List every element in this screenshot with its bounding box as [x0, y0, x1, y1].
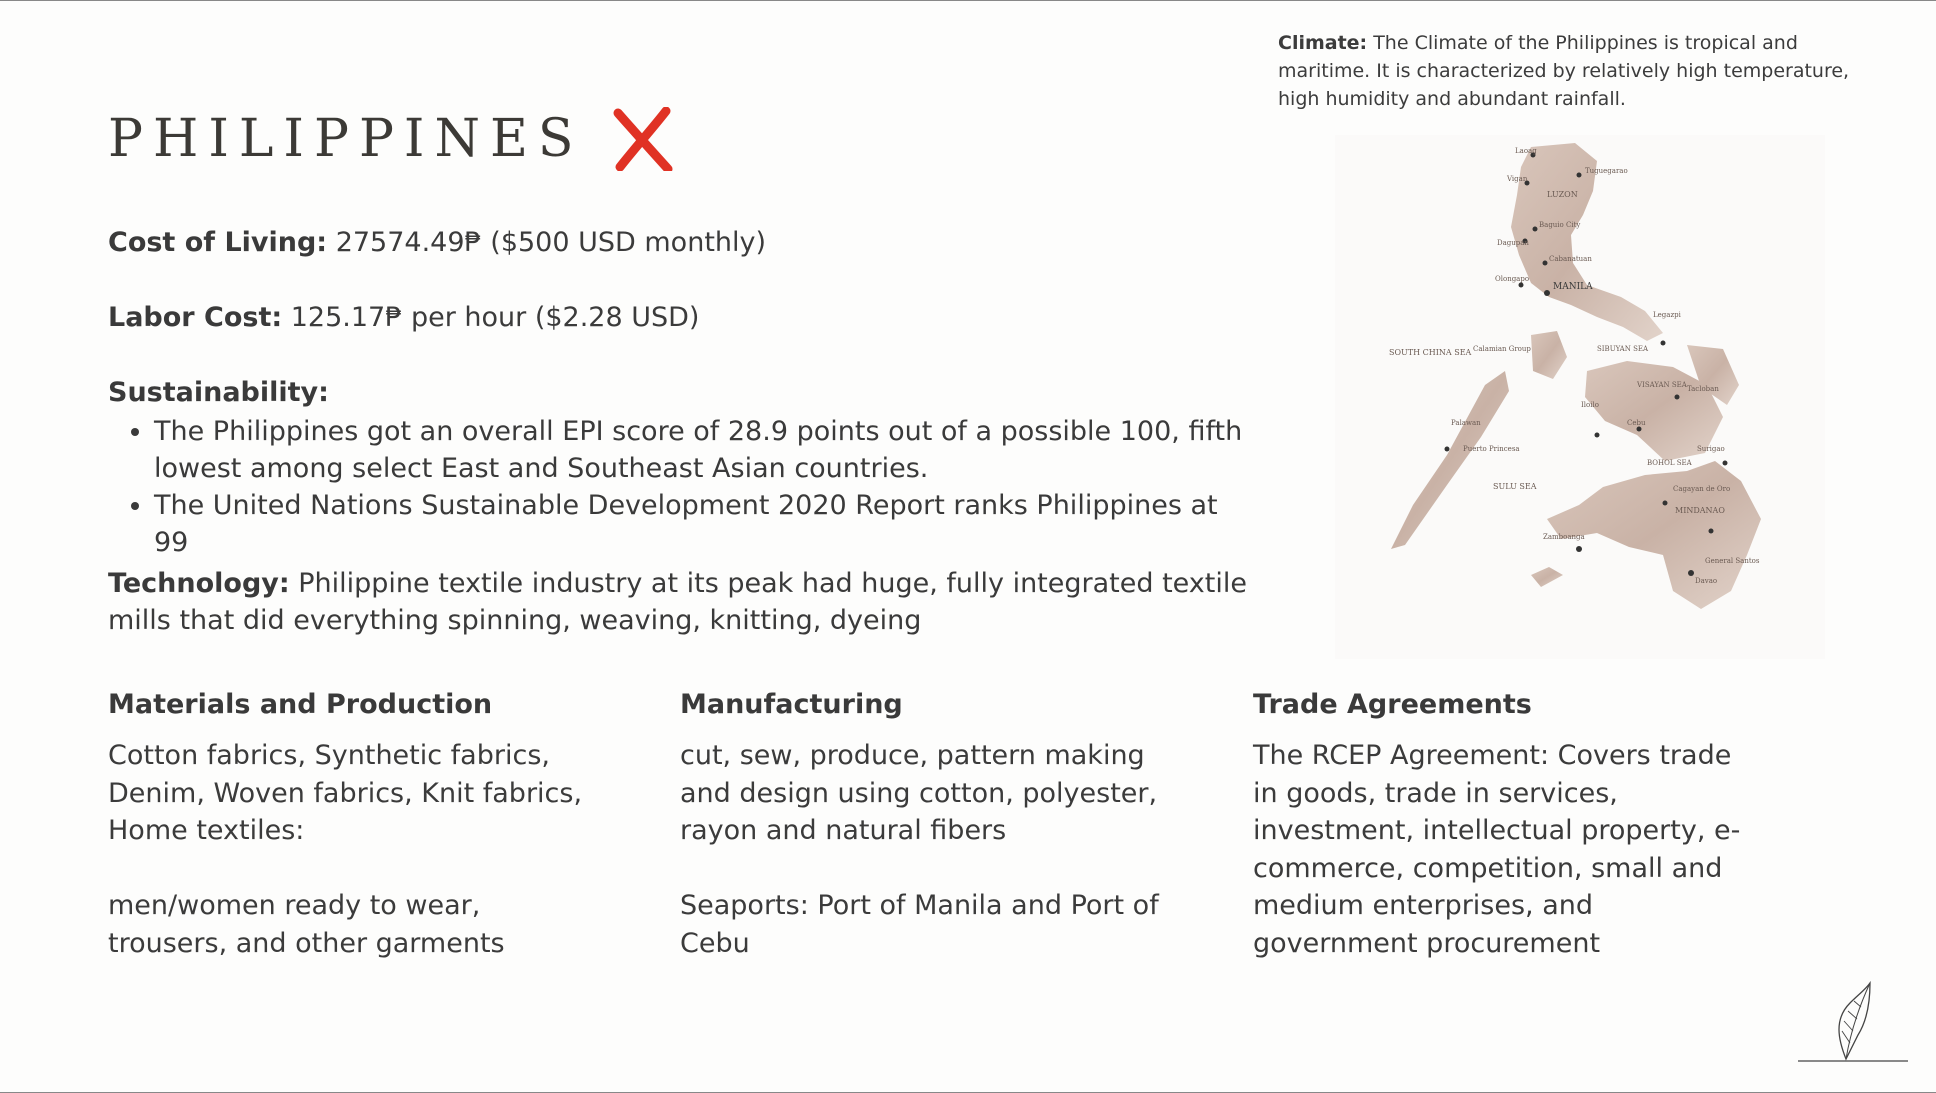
map-label: Zamboanga: [1543, 533, 1585, 541]
map-label: Dagupan: [1497, 239, 1529, 247]
page-title-row: [108, 107, 674, 171]
map-label: Cebu: [1627, 419, 1646, 427]
trade-agreements-paragraph: The RCEP Agreement: Covers trade in goods, trade in services, investment, intellectual property, e-commerce, competition, small and medium enterprises, and government procurement: [1253, 740, 1741, 959]
manufacturing-paragraph: Seaports: Port of Manila and Port of Cebu: [680, 890, 1159, 959]
cost-of-living: [108, 227, 766, 258]
cost-of-living-label: Cost of Living:: [108, 227, 328, 258]
materials-heading: Materials and Production: [108, 689, 493, 720]
map-label: SULU SEA: [1493, 482, 1537, 491]
philippines-map: [1335, 135, 1825, 659]
manufacturing-body: [680, 737, 1160, 962]
map-label: MANILA: [1553, 282, 1593, 292]
sulu-islands: [1531, 567, 1563, 587]
sustainability-label: Sustainability:: [108, 377, 329, 408]
map-label: Palawan: [1451, 419, 1481, 427]
climate-note: [1278, 29, 1878, 113]
map-graphic: [1335, 135, 1825, 659]
map-label: SOUTH CHINA SEA: [1389, 348, 1472, 357]
labor-cost-label: Labor Cost:: [108, 302, 283, 333]
map-label: Cabanatuan: [1549, 255, 1592, 263]
list-item: • The United Nations Sustainable Development 2020 Report ranks Philippines at 99: [154, 487, 1254, 561]
leaf-icon: [1798, 979, 1908, 1063]
map-label: VISAYAN SEA: [1637, 381, 1687, 389]
map-label: Legazpi: [1653, 311, 1681, 319]
manufacturing-paragraph: cut, sew, produce, pattern making and design using cotton, polyester, rayon and natural fibers: [680, 740, 1158, 846]
sustainability-list: [108, 413, 1254, 561]
page-title: PHILIPPINES: [108, 109, 584, 169]
manufacturing-heading: Manufacturing: [680, 689, 903, 720]
map-label: Vigan: [1507, 175, 1528, 183]
cross-mark-icon: [610, 107, 674, 171]
climate-label: Climate:: [1278, 32, 1368, 54]
map-label: MINDANAO: [1675, 506, 1725, 515]
map-label: Surigao: [1697, 445, 1725, 453]
map-label: Puerto Princesa: [1463, 445, 1520, 453]
materials-paragraph: men/women ready to wear, trousers, and other garments: [108, 890, 505, 959]
labor-cost-value: 125.17₱ per hour ($2.28 USD): [282, 302, 700, 333]
technology-value: Philippine textile industry at its peak had huge, fully integrated textile mills that did everything spinning, weaving, knitting, dyeing: [108, 568, 1247, 636]
map-label: BOHOL SEA: [1647, 459, 1692, 467]
mindoro-island: [1531, 331, 1567, 379]
cost-of-living-value: 27574.49₱ ($500 USD monthly): [327, 227, 767, 258]
materials-paragraph: Cotton fabrics, Synthetic fabrics, Denim, Woven fabrics, Knit fabrics, Home textiles:: [108, 740, 583, 846]
map-label: Olongapo: [1495, 275, 1530, 283]
map-label: General Santos: [1705, 557, 1760, 565]
map-label: Tuguegarao: [1585, 167, 1628, 175]
trade-agreements-body: [1253, 737, 1763, 962]
sustainability-heading: [108, 377, 329, 408]
map-label: Calamian Group: [1473, 345, 1531, 353]
map-label: Davao: [1695, 577, 1718, 585]
technology: [108, 565, 1248, 639]
trade-agreements-heading: Trade Agreements: [1253, 689, 1532, 720]
climate-value: The Climate of the Philippines is tropical and maritime. It is characterized by relatively high temperature, high humidity and abundant rainfall.: [1278, 32, 1850, 110]
map-label: Tacloban: [1687, 385, 1719, 393]
map-label: Iloilo: [1581, 401, 1599, 409]
map-label: LUZON: [1547, 190, 1578, 199]
list-item: • The Philippines got an overall EPI score of 28.9 points out of a possible 100, fifth lowest among select East and Southeast Asian countries.: [154, 413, 1254, 487]
materials-body: [108, 737, 588, 962]
labor-cost: [108, 302, 699, 333]
map-label: Laoag: [1515, 147, 1537, 155]
map-label: Cagayan de Oro: [1673, 485, 1731, 493]
map-label: SIBUYAN SEA: [1597, 345, 1649, 353]
map-label: Baguio City: [1539, 221, 1581, 229]
technology-label: Technology:: [108, 568, 290, 599]
palawan-island: [1391, 371, 1509, 549]
